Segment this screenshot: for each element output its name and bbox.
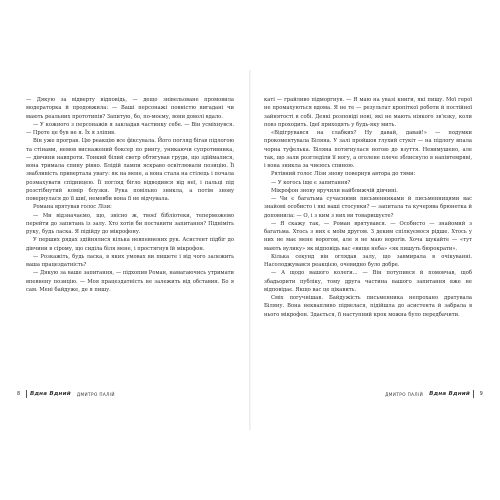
paragraph: Рятівний голос Лізи знову повернув автора до тями: xyxy=(271,171,416,178)
publisher-logo: Вдна Вдний xyxy=(29,391,71,397)
paragraph: «Відігрувався на слабких? Ну давай, давай!» — подумки прокоментувала Біляна. У залі пройшов глухий стукіт — на підлогу впала чорна туфелька. Біляна потягнулася ногою до взуття. Невимушено, але так, що зали розгледіли її ногу, а оголене плече зблиснуло в напівтемряві, і вона зникла за чиєюсь спиною. xyxy=(264,130,472,169)
left-page xyxy=(26,96,234,294)
paragraph: Він уже програв. Цю реакцію все фіксувала. Його погляд бігав підлогою та стінами, немов виснажений боксер по рингу, уникаючи супротивника, — дівчини навпроти. Тонкий білий светр обтягував груди, що здіймалися, вона тримала спину рівно. Блідій лампи яскраво освітлювали позицію. Її звабливість привертала увагу: як на мене, а вона стала на стілець і почала розмахувати спідницею. Її погляд бігло відводився від неї, і пальці під розстібнутий комір блузки. Рука повільно зникла, а потім знову повернулася до її шиї, немовби вона її не відчувала. xyxy=(26,138,234,202)
paragraph: — Дякую за ваше запитання, — підхопив Роман, намагаючись утримати впевнену позицію. — Моя працездатність не залежить від обставин. Бо я сам. Мені байдуже, де я пишу. xyxy=(26,270,234,293)
paragraph: — У кожного з персонажів я закладав частинку себе. — Він усміхнувся. — Проте це був не я. Їх я зліпив. xyxy=(26,121,234,136)
running-author: ДМИТРО ПАЛІЙ xyxy=(385,391,424,397)
page-number-left: 8 xyxy=(17,391,21,397)
right-running-footer xyxy=(385,388,486,400)
page-gutter xyxy=(249,70,251,430)
paragraph: — Розкажіть, будь ласка, в яких умовах ви пишете і від чого залежить ваша працездатність? xyxy=(26,253,234,268)
paragraph: — Дякую за відверту відповідь, — дещо знівельоване промовила модераторка й продовжила: — Ваші персонажі повністю вигадані чи мають реальних прототипів? Запитую, бо, по-моєму, вони доволі вдало. xyxy=(26,97,234,120)
paragraph: У перших рядах здійнялися кілька невпевнених рук. Асистент підбіг до дівчини в сірому, що сиділа біля мене, і простягнув їй мікрофон. xyxy=(26,237,234,252)
paragraph: — Чи є багатьма сучасними письменниками й письменницями вас знайомі особисто і які ваші стосунки? — запитала та кучерява брюнетка й доповнила: — О, і з ким з них ви товаришуєте? xyxy=(264,196,472,219)
footer-divider xyxy=(473,390,474,398)
page-number-right: 9 xyxy=(479,391,483,397)
paragraph: — Ми відзначаємо, що, звісно ж, твоєї бібліотеки, теперможемо перейти до запитань із залу. Хто хотів би поставити запитання? Підніміть руку, будь ласка. Я підійду до мікрофону. xyxy=(26,212,234,235)
footer-divider xyxy=(26,390,27,398)
running-author: ДМИТРО ПАЛІЙ xyxy=(76,391,115,397)
paragraph: — А щодо вашого колеги... — Він потупився й помовчав, щоб збадьорити публіку, тому друга частина вашого запитання вже не відповідає. Якщо вас це цікавить. xyxy=(264,270,472,293)
paragraph: Мікрофон знову вручили найближчій дівчині. xyxy=(271,187,398,194)
right-page xyxy=(264,96,472,319)
paragraph: — У когось іще є запитання? xyxy=(271,179,351,186)
paragraph: — Я скажу так, — Роман врятувався. — Особисто — знайомий з багатьма. Хтось з них є моїм другом. З деким спілкуємося рідше. Хтось у них не має мене ворогом, але я не маю ворогів. Хоча шукайте — «тут мають вулику» як відповідь вас «вище неба» «як пишуть бюрократи». xyxy=(264,220,472,252)
paragraph: Кілька секунд він оглядав залу, що завмирала в очікуванні. Насолоджувався реакцією, очевидно було добре. xyxy=(264,253,472,268)
left-running-footer xyxy=(14,388,115,400)
paragraph: Романа врятував голос Лізи: xyxy=(33,204,112,211)
paragraph: Сміх погучнішав. Байдужість письменника непрохано дратувала Біляну. Вона неквапливо підвелася, підійшла до асистента й забрала в нього мікрофон. Здається, її наступний крок можна було передбачити. xyxy=(264,295,472,318)
paragraph: каті — грайливо підморгнув. — Я маю на увазі книги, які пишу. Мої герої не промахуються вдома. Я не те — результат кропіткої роботи й постійної зайнятості в собі. Деякі розповіді нові, які не мають ніякого зв'язку, коли повз проходить. Ідеї приходять у будь-яку мить. xyxy=(264,97,472,128)
publisher-logo: Вдна Вдний xyxy=(429,391,471,397)
